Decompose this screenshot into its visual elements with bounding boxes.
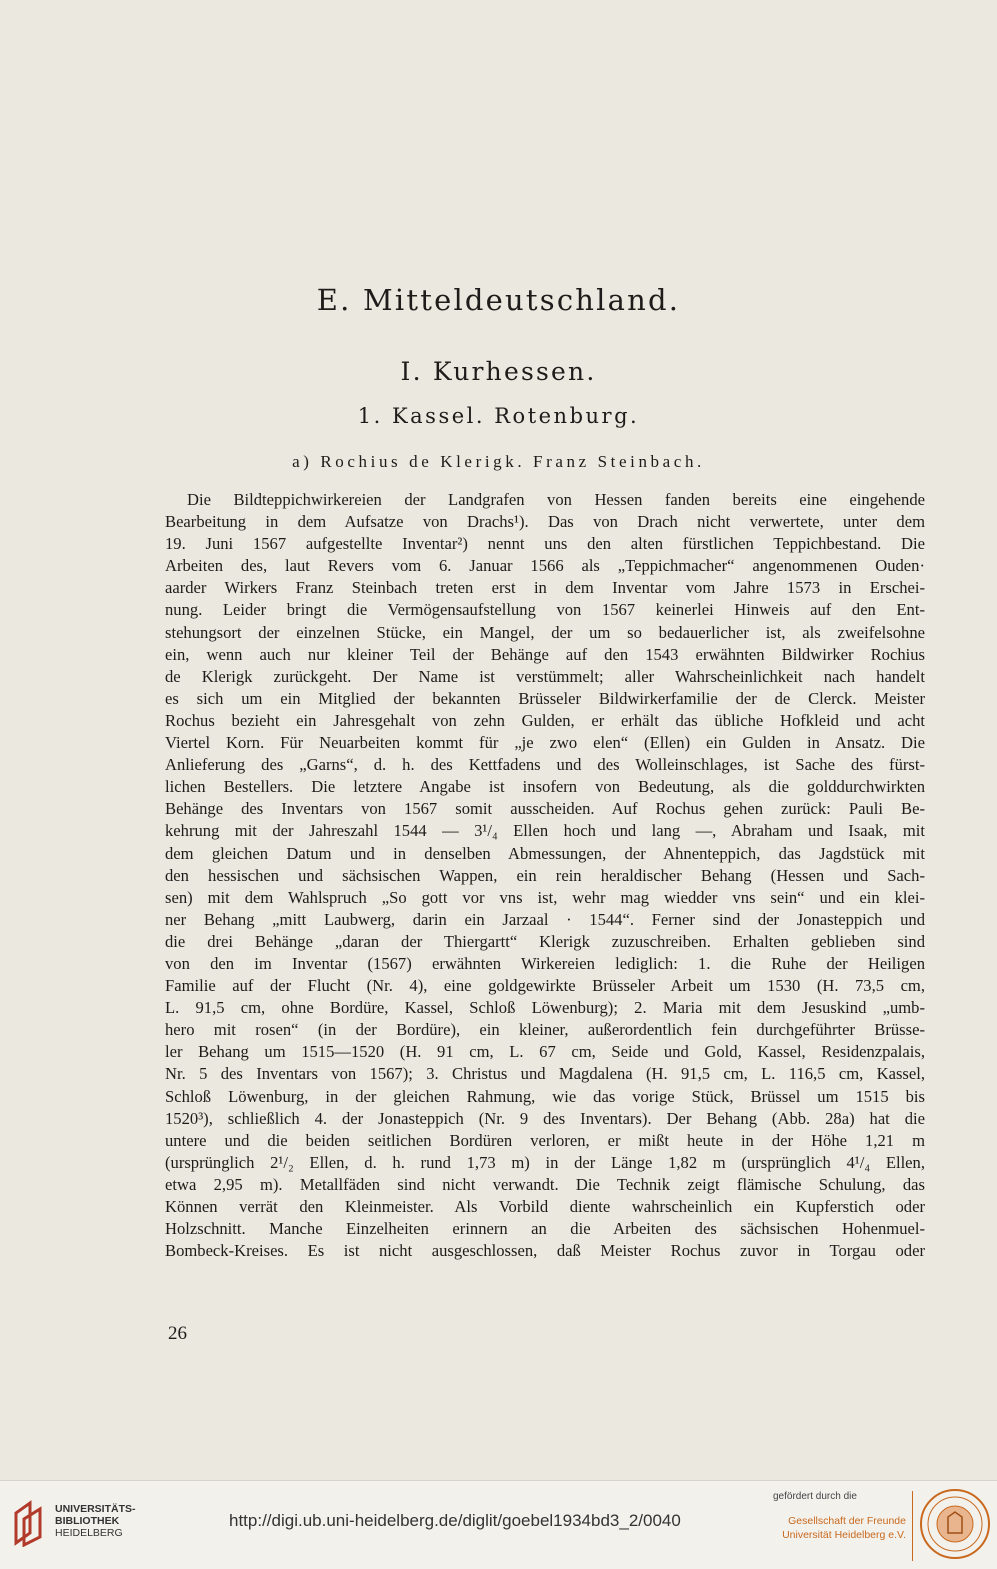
society-name — [776, 1514, 906, 1542]
text-line: Anlieferung des „Garns“, d. h. des Kettfadens und des Wolleinschlages, ist Sache des fürst- — [165, 755, 925, 775]
text-line: 19. Juni 1567 aufgestellte Inventar²) nennt uns den alten fürstlichen Teppichbestand. Die — [165, 534, 925, 554]
text-line: Schloß Löwenburg, in der gleichen Rahmung, wie das vorige Stück, Brüssel um 1515 bis — [165, 1086, 925, 1106]
footer-bar — [0, 1480, 997, 1569]
text-line: lichen Bestellers. Die letztere Angabe ist insofern von Bedeutung, als die golddurchwirkten — [165, 777, 925, 797]
text-line: Nr. 5 des Inventars von 1567); 3. Christus und Magdalena (H. 91,5 cm, L. 116,5 cm, Kassel, — [165, 1064, 925, 1084]
text-line: Die Bildteppichwirkereien der Landgrafen von Hessen fanden bereits eine eingehende — [187, 490, 925, 509]
text-line: kehrung mit der Jahreszahl 1544 — 3¹/₄ Ellen hoch und lang —, Abraham und Isaak, mit — [165, 821, 925, 841]
text-line: Familie auf der Flucht (Nr. 4), eine goldgewirkte Brüsseler Arbeit um 1530 (H. 73,5 cm, — [165, 976, 925, 996]
library-name-line: BIBLIOTHEK — [55, 1515, 120, 1527]
text-line: Bearbeitung in dem Aufsatze von Drachs¹). Das von Drach nicht verwertete, unter dem — [165, 512, 925, 532]
text-line: 1520³), schließlich 4. der Jonasteppich (Nr. 9 des Inventars). Der Behang (Abb. 28a) hat die — [165, 1108, 925, 1128]
text-line: untere und die beiden seitlichen Bordüren verloren, er mißt heute in der Höhe 1,21 m — [165, 1130, 925, 1150]
text-line: L. 91,5 cm, ohne Bordüre, Kassel, Schloß Löwenburg); 2. Maria mit dem Jesuskind „umb- — [165, 998, 925, 1018]
page-number: 26 — [168, 1323, 187, 1344]
text-line: Können verrät den Kleinmeister. Als Vorbild diente wahrscheinlich ein Kupferstich oder — [165, 1197, 925, 1216]
library-logo-icon — [10, 1499, 46, 1547]
text-line: etwa 2,95 m). Metallfäden sind nicht verwandt. Die Technik zeigt flämische Schulung, das — [165, 1174, 925, 1194]
text-line: stehungsort der einzelnen Stücke, ein Mangel, der um so bedauerlicher ist, als zweifelsohne — [165, 622, 925, 642]
library-name-line: UNIVERSITÄTS- — [55, 1503, 136, 1515]
text-line: Rochus bezieht ein Jahresgehalt von zehn Gulden, er erhält das übliche Hofkleid und acht — [165, 710, 925, 730]
text-line: ner Behang „mitt Laubwerg, darin ein Jarzaal · 1544“. Ferner sind der Jonasteppich und — [165, 909, 925, 929]
section-heading: I. Kurhessen. — [400, 357, 597, 386]
text-line: (ursprünglich 2¹/₂ Ellen, d. h. rund 1,73 m) in der Länge 1,82 m (ursprünglich 4¹/₄ Ellen, — [165, 1152, 925, 1172]
footer-divider — [912, 1491, 913, 1561]
subsection-heading: 1. Kassel. Rotenburg. — [357, 404, 640, 428]
text-line: Behänge des Inventars von 1567 somit ausscheiden. Auf Rochus gehen zurück: Pauli Be- — [165, 799, 925, 819]
text-line: Bombeck-Kreises. Es ist nicht ausgeschlossen, daß Meister Rochus zuvor in Torgau oder — [165, 1241, 925, 1261]
university-seal-icon — [918, 1487, 992, 1561]
text-line: von den im Inventar (1567) erwähnten Wirkereien lediglich: 1. die Ruhe der Heiligen — [165, 953, 925, 973]
text-line: dem gleichen Datum und in denselben Abmessungen, der Ahnenteppich, das Jagdstück mit — [165, 843, 925, 863]
chapter-heading: E. Mitteldeutschland. — [316, 283, 681, 317]
text-line: nung. Leider bringt die Vermögensaufstellung von 1567 keinerlei Hinweis auf den Ent- — [165, 600, 925, 620]
funded-by-label: gefördert durch die — [773, 1491, 857, 1502]
permalink-url[interactable]: http://digi.ub.uni-heidelberg.de/diglit/goebel1934bd3_2/0040 — [229, 1511, 681, 1530]
text-line: die drei Behänge „daran der Thiergartt“ Klerigk zuzuschreiben. Erhalten geblieben sind — [165, 931, 925, 951]
text-line: aarder Wirkers Franz Steinbach treten erst in dem Inventar vom Jahre 1573 in Erschei- — [165, 578, 925, 598]
text-line: Arbeiten des, laut Revers vom 6. Januar 1566 als „Teppichmacher“ angenommenen Ouden· — [165, 556, 925, 576]
text-line: ler Behang um 1515—1520 (H. 91 cm, L. 67 cm, Seide und Gold, Kassel, Residenzpalais, — [165, 1042, 925, 1062]
text-line: Viertel Korn. Für Neuarbeiten kommt für „je zwo elen“ (Ellen) ein Gulden in Ansatz. Die — [165, 733, 925, 753]
text-line: hero mit rosen“ (in der Bordüre), ein kleiner, außerordentlich fein durchgeführter Brüsse- — [165, 1020, 925, 1040]
text-line: sen) mit dem Wahlspruch „So gott vor vns ist, wehr mag wiedder vns sein“ und ein klei- — [165, 887, 925, 907]
text-line: es sich um ein Mitglied der bekannten Brüsseler Bildwirkerfamilie der de Clerck. Meister — [165, 688, 925, 708]
text-line: Holzschnitt. Manche Einzelheiten erinnern an die Arbeiten des sächsischen Hohenmuel- — [165, 1219, 925, 1239]
text-line: de Klerigk zurückgeht. Der Name ist verstümmelt; aller Wahrscheinlichkeit nach handelt — [165, 666, 925, 686]
society-name-line: Gesellschaft der Freunde — [788, 1515, 906, 1527]
text-line: den hessischen und sächsischen Wappen, ein rein heraldischer Behang (Hessen und Sach- — [165, 865, 925, 885]
sub-subsection-heading: a) Rochius de Klerigk. Franz Steinbach. — [292, 452, 705, 471]
library-name — [55, 1503, 136, 1539]
library-name-line: HEIDELBERG — [55, 1527, 123, 1539]
body-paragraph — [165, 489, 925, 1262]
society-name-line: Universität Heidelberg e.V. — [782, 1529, 906, 1541]
text-line: ein, wenn auch nur kleiner Teil der Behänge auf den 1543 erwähnten Bildwirker Rochius — [165, 644, 925, 664]
